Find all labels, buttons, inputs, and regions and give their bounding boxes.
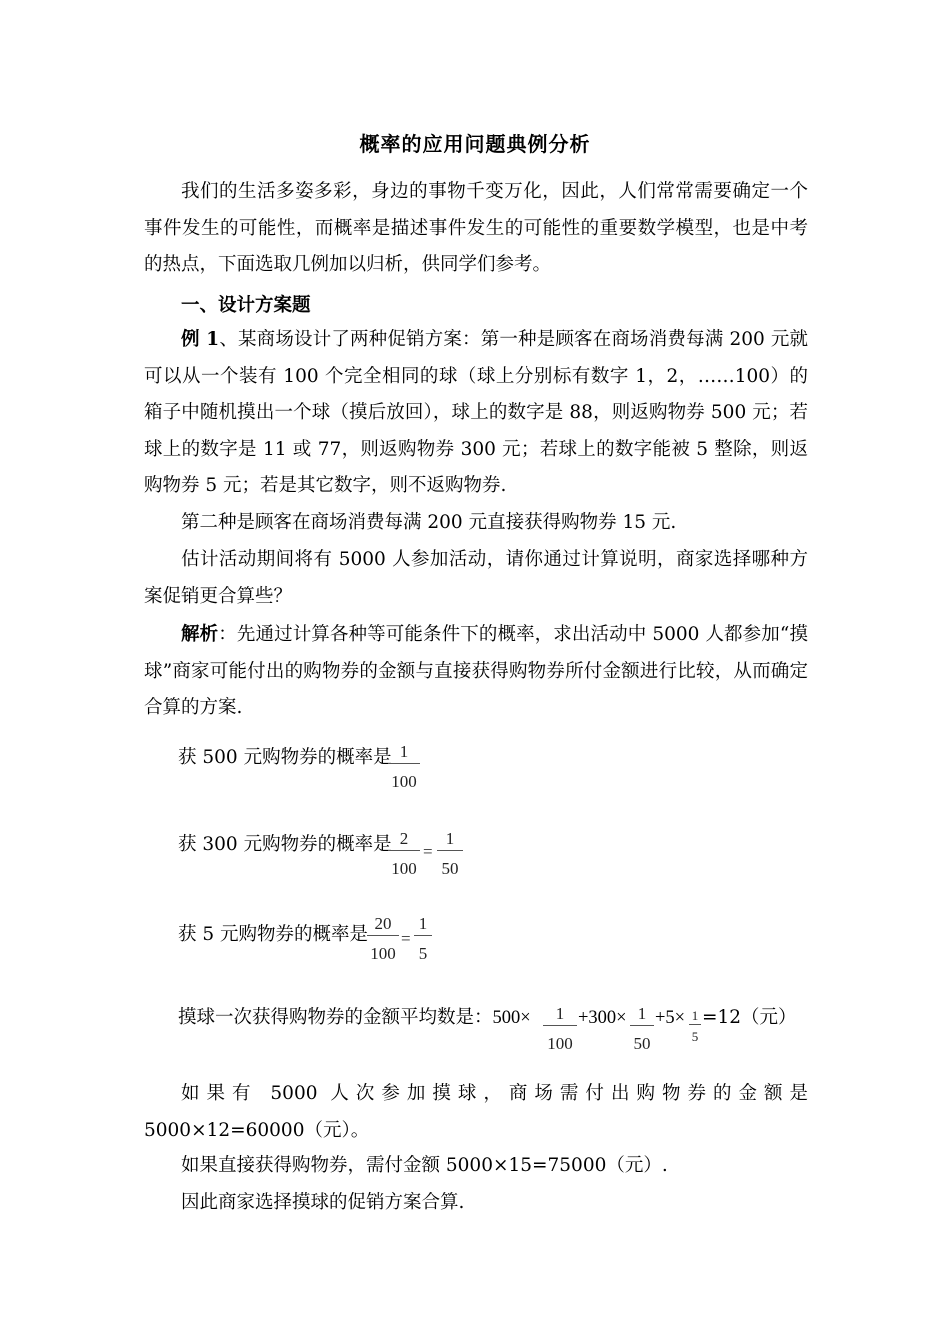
equals-sign: = xyxy=(401,929,411,948)
analysis-label: 解析 xyxy=(181,624,219,645)
total-lottery-paragraph: 如果有 5000 人次参加摸球，商场需付出购物券的金额是 5000×12=60000（元）。 xyxy=(144,1083,808,1141)
fraction-denominator: 5 xyxy=(418,944,428,963)
fraction-denominator: 100 xyxy=(391,859,417,878)
prob-5-fraction-a xyxy=(367,913,399,966)
fraction-denominator: 100 xyxy=(391,772,417,791)
average-fraction-1 xyxy=(543,1003,577,1056)
fraction-numerator: 1 xyxy=(445,829,455,848)
average-fraction-3 xyxy=(689,1008,701,1045)
example-1-label: 例 1 xyxy=(181,329,220,350)
intro-paragraph: 我们的生活多姿多彩，身边的事物千变万化，因此，人们常常需要确定一个事件发生的可能性，而概率是描述事件发生的可能性的重要数学模型，也是中考的热点，下面选取几例加以归析，供同学们参考。 xyxy=(144,181,808,275)
prob-500-fraction xyxy=(388,741,420,794)
fraction-numerator: 1 xyxy=(555,1004,565,1023)
question-paragraph: 估计活动期间将有 5000 人参加活动，请你通过计算说明，商家选择哪种方案促销更合算些？ xyxy=(144,549,808,607)
average-text: 摸球一次获得购物券的金额平均数是： xyxy=(178,1007,493,1028)
section-heading: 一、设计方案题 xyxy=(181,295,311,316)
prob-300-label: 获 300 元购物券的概率是 xyxy=(178,834,392,855)
fraction-numerator: 1 xyxy=(399,742,409,761)
fraction-numerator: 2 xyxy=(399,829,409,848)
fraction-denominator: 50 xyxy=(441,859,459,878)
fraction-numerator: 1 xyxy=(637,1004,647,1023)
fraction-denominator: 100 xyxy=(370,944,396,963)
fraction-numerator: 20 xyxy=(374,914,392,933)
fraction-numerator: 1 xyxy=(418,914,428,933)
prob-5-fraction-b xyxy=(414,913,432,966)
example-1-paragraph xyxy=(144,322,808,505)
average-term-1: 500× xyxy=(492,1008,531,1028)
equals-sign: = xyxy=(423,842,433,861)
fraction-denominator: 50 xyxy=(633,1034,651,1053)
prob-5-label: 获 5 元购物券的概率是 xyxy=(178,924,369,945)
example-1-text: 、某商场设计了两种促销方案：第一种是顾客在商场消费每满 200 元就可以从一个装有 100 个完全相同的球（球上分别标有数字 1，2，……100）的箱子中随机摸出一个球（摸后放回），球上的数字是 88，则返购物券 500 元；若球上的数字是 11 或 77，则返购物券 300 元；若球上的数字能被 5 整除，则返购物券 5 元；若是其它数字，则不返购物券. xyxy=(144,329,808,496)
average-result: =12（元） xyxy=(702,1007,797,1028)
fraction-numerator: 1 xyxy=(691,1008,699,1023)
average-term-2: +300× xyxy=(578,1008,627,1028)
fraction-denominator: 100 xyxy=(547,1034,573,1053)
prob-500-label: 获 500 元购物券的概率是 xyxy=(178,747,392,768)
prob-300-fraction-b xyxy=(437,828,463,881)
prob-300-fraction-a xyxy=(388,828,420,881)
plan-2-paragraph: 第二种是顾客在商场消费每满 200 元直接获得购物券 15 元. xyxy=(181,512,677,533)
average-label xyxy=(178,1005,531,1031)
analysis-text: ：先通过计算各种等可能条件下的概率，求出活动中 5000 人都参加“摸球”商家可能付出的购物券的金额与直接获得购物券所付金额进行比较，从而确定合算的方案. xyxy=(144,624,808,718)
analysis-paragraph xyxy=(144,617,808,727)
fraction-denominator: 5 xyxy=(691,1029,699,1044)
page-title: 概率的应用问题典例分析 xyxy=(359,132,591,156)
conclusion-paragraph: 因此商家选择摸球的促销方案合算. xyxy=(181,1192,465,1213)
average-fraction-2 xyxy=(630,1003,654,1056)
total-direct-paragraph: 如果直接获得购物券，需付金额 5000×15=75000（元）. xyxy=(181,1155,668,1176)
average-term-3: +5× xyxy=(655,1008,686,1028)
